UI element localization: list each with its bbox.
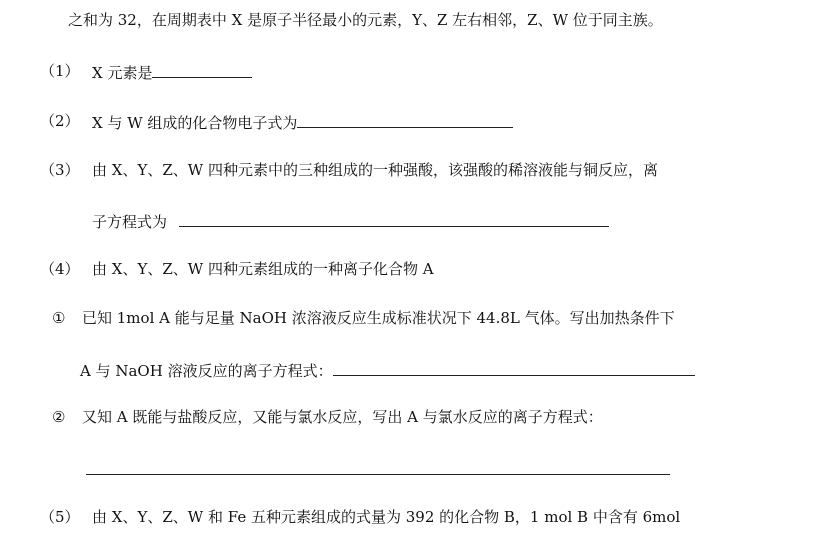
q4-sub2-answer-line[interactable] [86, 474, 670, 475]
q4-sub1-cont-text: A 与 NaOH 溶液反应的离子方程式： [80, 362, 333, 380]
q4-number: （4） [40, 260, 80, 278]
q4-sub2-text: 又知 A 既能与盐酸反应，又能与氯水反应，写出 A 与氯水反应的离子方程式： [82, 408, 603, 426]
q5-text: 由 X、Y、Z、W 和 Fe 五种元素组成的式量为 392 的化合物 B，1 mol B 中含有 6mol [92, 508, 681, 526]
q2-answer-blank[interactable] [297, 111, 513, 128]
q2-question [92, 111, 513, 133]
q3-cont-text: 子方程式为 [92, 213, 168, 231]
q4-text: 由 X、Y、Z、W 四种元素组成的一种离子化合物 A [92, 260, 434, 278]
q3-number: （3） [40, 161, 80, 179]
intro-line: 之和为 32，在周期表中 X 是原子半径最小的元素，Y、Z 左右相邻，Z、W 位于同主族。 [68, 11, 663, 29]
q1-answer-blank[interactable] [152, 61, 252, 78]
q2-number: （2） [40, 112, 80, 130]
q4-sub1-text: 已知 1mol A 能与足量 NaOH 浓溶液反应生成标准状况下 44.8L 气体。写出加热条件下 [82, 309, 675, 327]
q1-text: X 元素是 [92, 64, 153, 82]
q4-sub1-continuation [80, 359, 695, 381]
q4-sub1-answer-blank[interactable] [333, 359, 695, 376]
q4-sub2-marker: ② [52, 408, 66, 426]
q1-number: （1） [40, 62, 80, 80]
q3-text: 由 X、Y、Z、W 四种元素中的三种组成的一种强酸，该强酸的稀溶液能与铜反应，离 [92, 161, 658, 179]
q3-continuation [92, 210, 609, 232]
q3-answer-blank[interactable] [179, 210, 609, 227]
q5-number: （5） [40, 508, 80, 526]
q1-question [92, 61, 252, 83]
q4-sub1-marker: ① [52, 309, 66, 327]
q2-text: X 与 W 组成的化合物电子式为 [92, 114, 298, 132]
